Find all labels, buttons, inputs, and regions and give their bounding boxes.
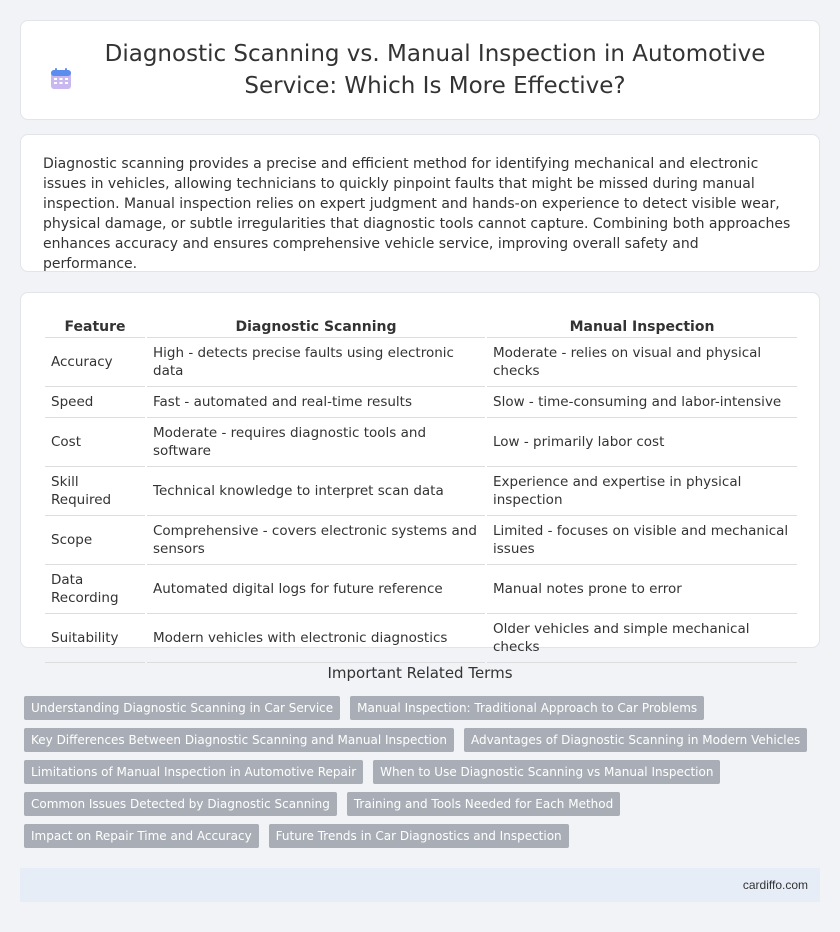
cell-manual: Moderate - relies on visual and physical checks: [487, 338, 797, 387]
intro-card: [20, 134, 820, 272]
header-diagnostic: Diagnostic Scanning: [147, 315, 485, 338]
footer: [20, 868, 820, 902]
header-card: [20, 20, 820, 120]
footer-site-link[interactable]: cardiffo.com: [742, 878, 808, 892]
table-row: [45, 516, 797, 565]
related-terms-tags: [20, 696, 820, 848]
cell-feature: Cost: [45, 418, 145, 467]
related-term-tag[interactable]: Manual Inspection: Traditional Approach to Car Problems: [350, 696, 704, 720]
cell-diagnostic: Technical knowledge to interpret scan data: [147, 467, 485, 516]
cell-feature: Skill Required: [45, 467, 145, 516]
cell-diagnostic: Fast - automated and real-time results: [147, 387, 485, 418]
related-term-tag[interactable]: Future Trends in Car Diagnostics and Inspection: [269, 824, 569, 848]
related-term-tag[interactable]: When to Use Diagnostic Scanning vs Manual Inspection: [373, 760, 720, 784]
comparison-table: [43, 315, 799, 663]
calendar-icon: [49, 67, 73, 91]
cell-manual: Limited - focuses on visible and mechanical issues: [487, 516, 797, 565]
table-row: [45, 614, 797, 663]
header-feature: Feature: [45, 315, 145, 338]
cell-manual: Experience and expertise in physical inspection: [487, 467, 797, 516]
cell-manual: Slow - time-consuming and labor-intensive: [487, 387, 797, 418]
cell-diagnostic: Modern vehicles with electronic diagnostics: [147, 614, 485, 663]
cell-diagnostic: Moderate - requires diagnostic tools and software: [147, 418, 485, 467]
table-row: [45, 338, 797, 387]
cell-feature: Suitability: [45, 614, 145, 663]
intro-text: Diagnostic scanning provides a precise and efficient method for identifying mechanical and electronic issues in vehicles, allowing technicians to quickly pinpoint faults that might be missed during manual inspection. Manual inspection relies on expert judgment and hands-on experience to detect visible wear, physical damage, or subtle irregularities that diagnostic tools cannot capture. Combining both approaches enhances accuracy and ensures comprehensive vehicle service, improving overall safety and performance.: [43, 156, 791, 272]
header-manual: Manual Inspection: [487, 315, 797, 338]
related-term-tag[interactable]: Limitations of Manual Inspection in Automotive Repair: [24, 760, 363, 784]
cell-manual: Low - primarily labor cost: [487, 418, 797, 467]
comparison-table-card: [20, 292, 820, 655]
cell-manual: Older vehicles and simple mechanical checks: [487, 614, 797, 663]
related-term-tag[interactable]: Understanding Diagnostic Scanning in Car Service: [24, 696, 340, 720]
cell-feature: Scope: [45, 516, 145, 565]
cell-diagnostic: Comprehensive - covers electronic systems and sensors: [147, 516, 485, 565]
table-row: [45, 565, 797, 614]
cell-feature: Data Recording: [45, 565, 145, 614]
page-title: Diagnostic Scanning vs. Manual Inspection in Automotive Service: Which Is More Effective?: [104, 41, 766, 99]
cell-feature: Speed: [45, 387, 145, 418]
cell-diagnostic: Automated digital logs for future reference: [147, 565, 485, 614]
related-terms-title: Important Related Terms: [327, 664, 513, 682]
table-row: [45, 387, 797, 418]
cell-diagnostic: High - detects precise faults using electronic data: [147, 338, 485, 387]
table-header-row: [45, 315, 797, 338]
related-terms-section: [20, 664, 820, 848]
table-row: [45, 467, 797, 516]
cell-feature: Accuracy: [45, 338, 145, 387]
related-term-tag[interactable]: Key Differences Between Diagnostic Scanning and Manual Inspection: [24, 728, 454, 752]
related-term-tag[interactable]: Common Issues Detected by Diagnostic Scanning: [24, 792, 337, 816]
cell-manual: Manual notes prone to error: [487, 565, 797, 614]
related-term-tag[interactable]: Training and Tools Needed for Each Method: [347, 792, 620, 816]
related-term-tag[interactable]: Advantages of Diagnostic Scanning in Modern Vehicles: [464, 728, 807, 752]
table-row: [45, 418, 797, 467]
related-term-tag[interactable]: Impact on Repair Time and Accuracy: [24, 824, 259, 848]
